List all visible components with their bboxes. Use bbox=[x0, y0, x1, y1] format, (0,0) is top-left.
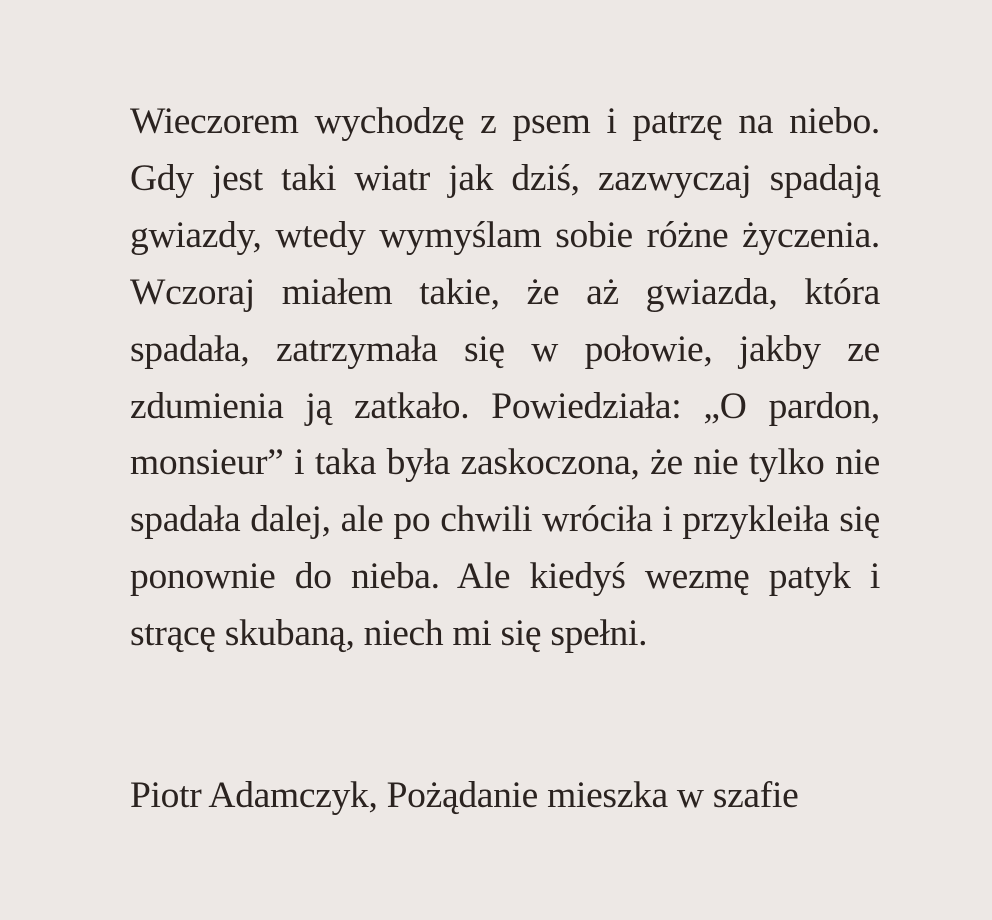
quote-card bbox=[130, 94, 880, 816]
quote-text: Wieczorem wychodzę z psem i patrzę na niebo. Gdy jest taki wiatr jak dziś, zazwyczaj spadają gwiazdy, wtedy wymyślam sobie różne życzenia. Wczoraj miałem takie, że aż gwiazda, która spadała, zatrzymała się w połowie, jakby ze zdumienia ją zatkało. Powiedziała: „O pardon, monsieur” i taka była zaskoczona, że nie tylko nie spadała dalej, ale po chwili wróciła i przykleiła się ponownie do nieba. Ale kiedyś wezmę patyk i strącę skubaną, niech mi się spełni. bbox=[130, 101, 880, 655]
quote-attribution: Piotr Adamczyk, Pożądanie mieszka w szafie bbox=[130, 775, 799, 816]
